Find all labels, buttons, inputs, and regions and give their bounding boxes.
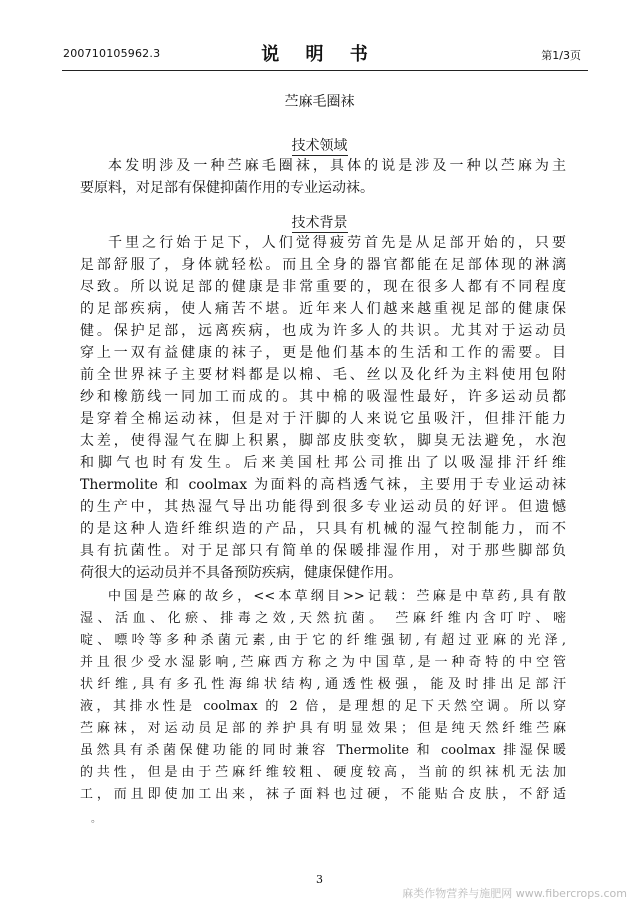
paragraph-line: 太差，使得湿气在脚上积累，脚部皮肤变软，脚臭无法避免，水泡 <box>80 433 566 449</box>
section-heading-background: 技术背景 <box>291 215 348 231</box>
paragraph-line: 是穿着全棉运动袜，但是对于汗脚的人来说它虽吸汗，但排汗能力 <box>80 411 566 427</box>
paragraph-line: 的是这种人造纤维织造的产品，只具有机械的湿气控制能力，而不 <box>80 521 566 537</box>
paragraph-line: 状纤维,具有多孔性海绵状结构,通透性极强，能及时排出足部汗 <box>80 677 566 692</box>
paragraph-line: 的足部疾病，使人痛苦不堪。近年来人们越来越重视足部的健康保 <box>80 301 566 317</box>
paragraph-line: 的共性，但是由于苎麻纤维较粗、硬度较高，当前的织袜机无法加 <box>80 765 566 780</box>
document-title: 苎麻毛圈袜 <box>284 94 355 110</box>
site-watermark: 麻类作物营养与施肥网 www.fibercrops.com <box>402 887 627 900</box>
paragraph-line: 穿上一双有益健康的袜子，更是他们基本的生活和工作的需要。目 <box>80 345 566 361</box>
paragraph-line: 和脚气也时有发生。后来美国杜邦公司推出了以吸湿排汗纤维 <box>80 455 566 471</box>
paragraph-line: 荷很大的运动员并不具备预防疾病，健康保健作用。 <box>80 565 402 581</box>
paragraph-line: Thermolite 和 coolmax 为面料的高档透气袜，主要用于专业运动袜 <box>80 477 566 493</box>
section-field-paragraph <box>80 155 566 199</box>
paragraph-line: 具有抗菌性。对于足部只有简单的保暖排湿作用，对于那些脚部负 <box>80 543 566 559</box>
paragraph-line: 前全世界袜子主要材料都是以棉、毛、丝以及化纤为主料使用包附 <box>80 367 566 383</box>
paragraph-line: 本发明涉及一种苎麻毛圈袜，具体的说是涉及一种以苎麻为主 <box>108 158 566 174</box>
paragraph-line: 的生产中，其热湿气导出功能得到很多专业运动员的好评。但遗憾 <box>80 499 566 515</box>
section-background-paragraph-1 <box>80 232 566 584</box>
paragraph-line: 虽然具有杀菌保健功能的同时兼容 Thermolite 和 coolmax 排湿保暖 <box>80 743 566 758</box>
page-header-title: 说 明 书 <box>261 44 378 65</box>
paragraph-line: 足部舒服了，身体就轻松。而且全身的器官都能在足部体现的淋漓 <box>80 257 566 273</box>
paragraph-line: 千里之行始于足下，人们觉得疲劳首先是从足部开始的，只要 <box>108 235 566 251</box>
paragraph-line: 尽致。所以说足部的健康是非常重要的，现在很多人都有不同程度 <box>80 279 566 295</box>
header-divider <box>62 70 588 71</box>
paragraph-line: 纱和橡筋线一同加工而成的。其中棉的吸湿性最好，许多运动员都 <box>80 389 566 405</box>
section-background-paragraph-2 <box>80 586 566 806</box>
paragraph-line: 湿、活血、化瘀、排毒之效,天然抗菌。 苎麻纤维内含叮咛、嘧 <box>80 611 566 626</box>
paragraph-line: 健。保护足部，远离疾病，也成为许多人的共识。尤其对于运动员 <box>80 323 566 339</box>
paragraph-line: 中国是苎麻的故乡，<<本草纲目>>记载：苎麻是中草药,具有散 <box>108 589 566 604</box>
stray-mark: 。 <box>91 814 101 825</box>
paragraph-line: 苎麻袜，对运动员足部的养护具有明显效果；但是纯天然纤维苎麻 <box>80 721 566 736</box>
section-heading-field: 技术领域 <box>291 138 348 154</box>
paragraph-line: 并且很少受水湿影响,苎麻西方称之为中国草,是一种奇特的中空管 <box>80 655 566 670</box>
page-indicator: 第1/3页 <box>541 49 581 62</box>
paragraph-line: 工，而且即使加工出来，袜子面料也过硬，不能贴合皮肤，不舒适 <box>80 787 566 802</box>
patent-number: 200710105962.3 <box>63 47 161 60</box>
paragraph-line: 啶、嘌呤等多种杀菌元素,由于它的纤维强韧,有超过亚麻的光泽, <box>80 633 566 648</box>
paragraph-line: 液，其排水性是 coolmax 的 2 倍，是理想的足下天然空调。所以穿 <box>80 699 566 714</box>
paragraph-line: 要原料，对足部有保健抑菌作用的专业运动袜。 <box>80 180 374 196</box>
page-number: 3 <box>316 873 323 886</box>
